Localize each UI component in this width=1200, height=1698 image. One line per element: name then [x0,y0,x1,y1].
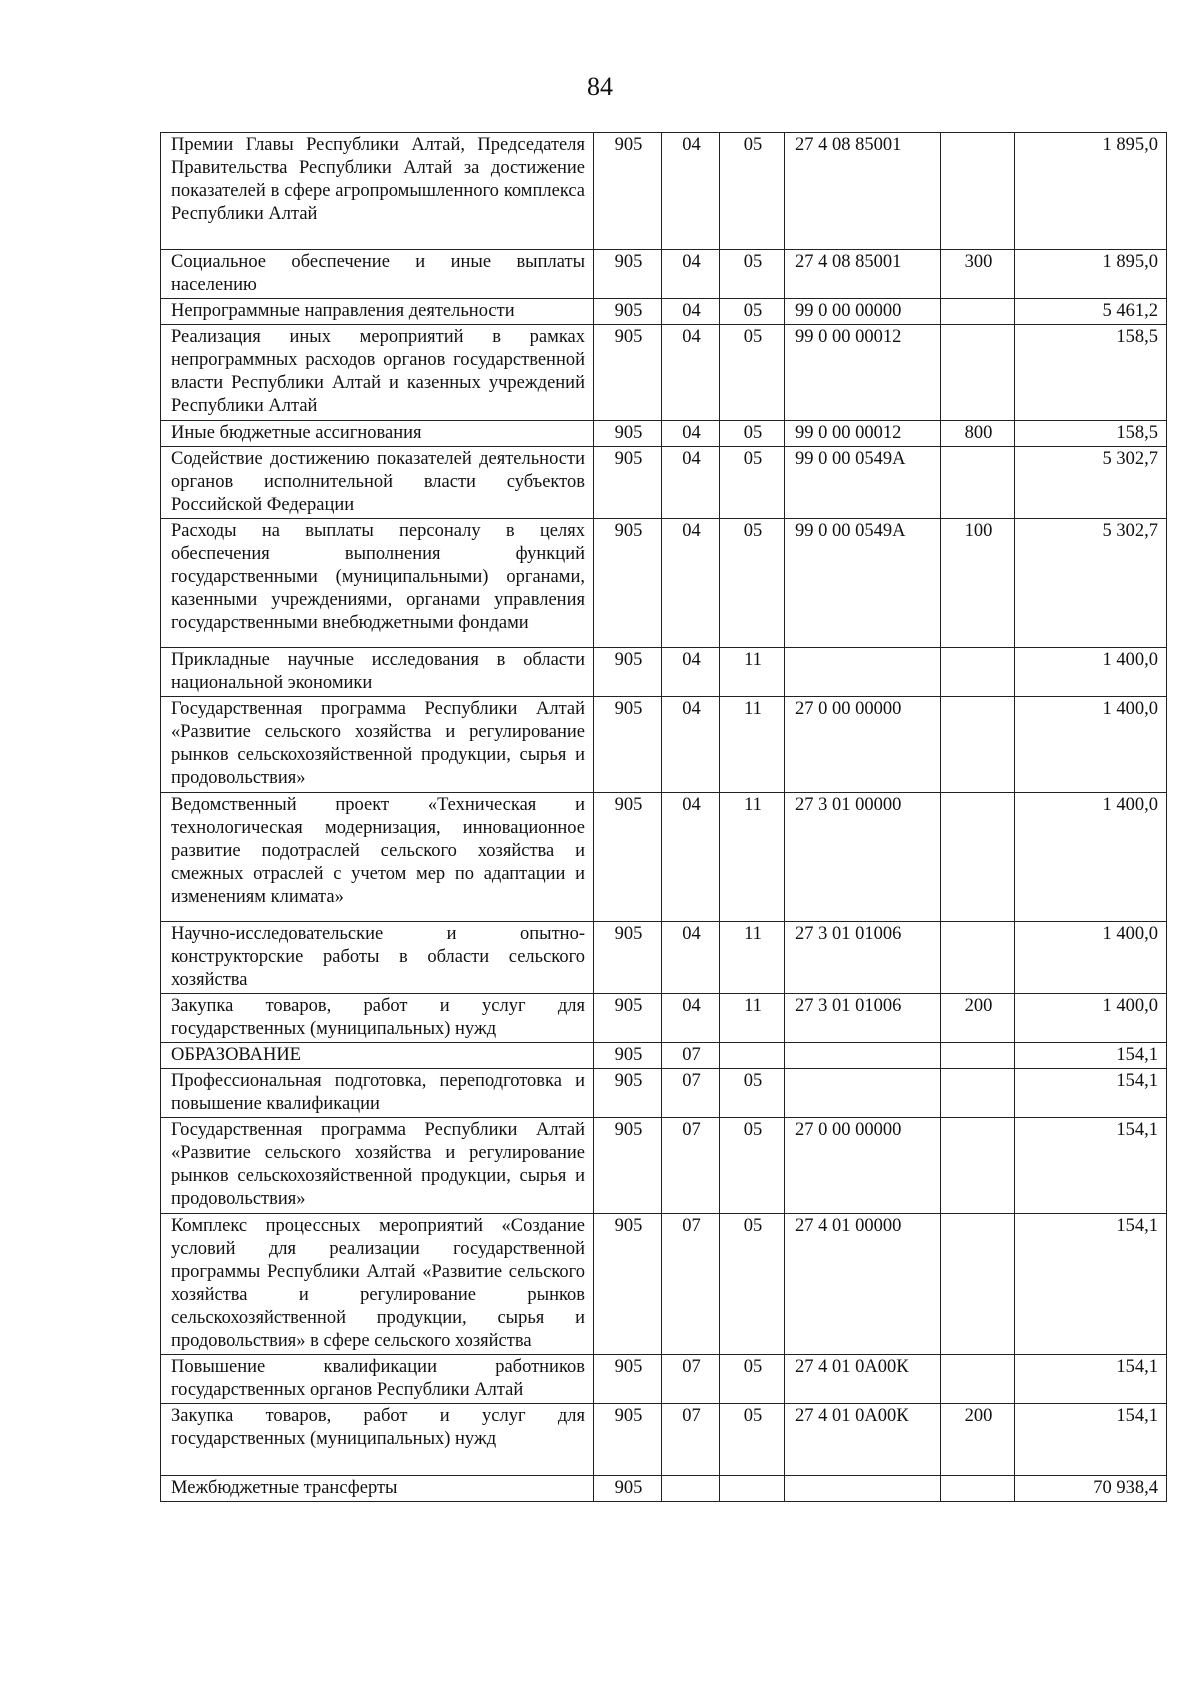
expense-type-cell [941,299,1015,325]
expense-type-cell [941,325,1015,421]
section-code-cell: 04 [662,697,720,793]
page-number: 84 [587,72,613,101]
amount-cell: 154,1 [1015,1404,1167,1476]
expense-type-cell [941,648,1015,697]
subsection-code-cell: 05 [720,1214,785,1355]
section-code-cell: 04 [662,325,720,421]
expense-name-cell: Научно-исследовательские и опытно-конструкторские работы в области сельского хозяйства [161,922,594,994]
section-code-cell: 07 [662,1404,720,1476]
expense-name-cell: Премии Главы Республики Алтай, Председателя Правительства Республики Алтай за достижение показателей в сфере агропромышленного комплекса Республики Алтай [161,133,594,250]
table-row [161,648,1167,697]
amount-cell: 5 302,7 [1015,447,1167,519]
grbs-code-cell: 905 [594,519,662,648]
grbs-code-cell: 905 [594,1069,662,1118]
subsection-code-cell: 05 [720,421,785,447]
section-code-cell: 04 [662,793,720,922]
target-article-cell: 27 3 01 00000 [785,793,941,922]
target-article-cell: 27 3 01 01006 [785,994,941,1043]
section-code-cell: 07 [662,1069,720,1118]
target-article-cell: 27 0 00 00000 [785,1118,941,1214]
expense-type-cell: 200 [941,994,1015,1043]
expense-name-cell: Комплекс процессных мероприятий «Создание условий для реализации государственной программы Республики Алтай «Развитие сельского хозяйства и регулирование рынков сельскохозяйственной продукции, сырья и продовольствия» в сфере сельского хозяйства [161,1214,594,1355]
subsection-code-cell [720,1476,785,1502]
subsection-code-cell: 11 [720,922,785,994]
amount-cell: 5 461,2 [1015,299,1167,325]
table-row [161,250,1167,299]
table-row [161,1355,1167,1404]
amount-cell: 154,1 [1015,1043,1167,1069]
subsection-code-cell: 05 [720,447,785,519]
grbs-code-cell: 905 [594,1118,662,1214]
amount-cell: 1 895,0 [1015,250,1167,299]
expense-name-cell: Реализация иных мероприятий в рамках непрограммных расходов органов государственной власти Республики Алтай и казенных учреждений Республики Алтай [161,325,594,421]
grbs-code-cell: 905 [594,1404,662,1476]
section-code-cell: 07 [662,1214,720,1355]
grbs-code-cell: 905 [594,697,662,793]
grbs-code-cell: 905 [594,250,662,299]
subsection-code-cell: 11 [720,994,785,1043]
target-article-cell: 99 0 00 00000 [785,299,941,325]
table-body [161,133,1167,1502]
expense-type-cell [941,1214,1015,1355]
amount-cell: 154,1 [1015,1214,1167,1355]
amount-cell: 1 400,0 [1015,994,1167,1043]
expense-type-cell [941,922,1015,994]
expense-name-cell: Повышение квалификации работников государственных органов Республики Алтай [161,1355,594,1404]
subsection-code-cell [720,1043,785,1069]
grbs-code-cell: 905 [594,1476,662,1502]
table-row [161,697,1167,793]
expense-name-cell: Межбюджетные трансферты [161,1476,594,1502]
section-code-cell [662,1476,720,1502]
table-row [161,994,1167,1043]
expense-type-cell [941,1355,1015,1404]
table-row [161,922,1167,994]
subsection-code-cell: 05 [720,325,785,421]
subsection-code-cell: 05 [720,1355,785,1404]
subsection-code-cell: 05 [720,299,785,325]
table-row [161,447,1167,519]
budget-table [160,132,1167,1502]
table-row [161,1043,1167,1069]
expense-type-cell [941,133,1015,250]
target-article-cell: 27 4 08 85001 [785,133,941,250]
amount-cell: 1 400,0 [1015,648,1167,697]
expense-type-cell [941,697,1015,793]
expense-name-cell: Государственная программа Республики Алтай «Развитие сельского хозяйства и регулирование рынков сельскохозяйственной продукции, сырья и продовольствия» [161,1118,594,1214]
subsection-code-cell: 05 [720,1404,785,1476]
expense-name-cell: Социальное обеспечение и иные выплаты населению [161,250,594,299]
grbs-code-cell: 905 [594,994,662,1043]
subsection-code-cell: 05 [720,519,785,648]
amount-cell: 154,1 [1015,1118,1167,1214]
section-code-cell: 04 [662,133,720,250]
table-row [161,1118,1167,1214]
section-code-cell: 04 [662,447,720,519]
amount-cell: 1 400,0 [1015,922,1167,994]
table-row [161,793,1167,922]
grbs-code-cell: 905 [594,1043,662,1069]
amount-cell: 5 302,7 [1015,519,1167,648]
table-row [161,421,1167,447]
amount-cell: 154,1 [1015,1355,1167,1404]
grbs-code-cell: 905 [594,325,662,421]
target-article-cell [785,1043,941,1069]
grbs-code-cell: 905 [594,922,662,994]
expense-name-cell: Иные бюджетные ассигнования [161,421,594,447]
expense-type-cell [941,1476,1015,1502]
expense-name-cell: Расходы на выплаты персоналу в целях обеспечения выполнения функций государственными (муниципальными) органами, казенными учреждениями, органами управления государственными внебюджетными фондами [161,519,594,648]
table-row [161,519,1167,648]
target-article-cell: 99 0 00 0549А [785,447,941,519]
section-code-cell: 04 [662,994,720,1043]
subsection-code-cell: 11 [720,697,785,793]
section-code-cell: 07 [662,1118,720,1214]
amount-cell: 158,5 [1015,421,1167,447]
target-article-cell: 27 3 01 01006 [785,922,941,994]
target-article-cell: 99 0 00 00012 [785,325,941,421]
expense-name-cell: ОБРАЗОВАНИЕ [161,1043,594,1069]
amount-cell: 1 895,0 [1015,133,1167,250]
section-code-cell: 04 [662,519,720,648]
table-row [161,1476,1167,1502]
expense-type-cell: 100 [941,519,1015,648]
section-code-cell: 04 [662,250,720,299]
expense-type-cell: 800 [941,421,1015,447]
target-article-cell [785,1476,941,1502]
target-article-cell: 27 4 01 00000 [785,1214,941,1355]
section-code-cell: 07 [662,1043,720,1069]
grbs-code-cell: 905 [594,1214,662,1355]
expense-name-cell: Государственная программа Республики Алтай «Развитие сельского хозяйства и регулирование рынков сельскохозяйственной продукции, сырья и продовольствия» [161,697,594,793]
expense-name-cell: Профессиональная подготовка, переподготовка и повышение квалификации [161,1069,594,1118]
expense-name-cell: Непрограммные направления деятельности [161,299,594,325]
subsection-code-cell: 11 [720,793,785,922]
target-article-cell: 99 0 00 00012 [785,421,941,447]
expense-name-cell: Содействие достижению показателей деятельности органов исполнительной власти субъектов Российской Федерации [161,447,594,519]
table-row [161,1069,1167,1118]
target-article-cell: 27 0 00 00000 [785,697,941,793]
grbs-code-cell: 905 [594,421,662,447]
target-article-cell [785,648,941,697]
expense-type-cell: 300 [941,250,1015,299]
amount-cell: 70 938,4 [1015,1476,1167,1502]
grbs-code-cell: 905 [594,133,662,250]
subsection-code-cell: 05 [720,250,785,299]
target-article-cell: 27 4 01 0А00К [785,1404,941,1476]
section-code-cell: 04 [662,922,720,994]
amount-cell: 158,5 [1015,325,1167,421]
amount-cell: 1 400,0 [1015,697,1167,793]
amount-cell: 154,1 [1015,1069,1167,1118]
subsection-code-cell: 05 [720,1118,785,1214]
expense-type-cell [941,1069,1015,1118]
grbs-code-cell: 905 [594,1355,662,1404]
target-article-cell: 27 4 08 85001 [785,250,941,299]
target-article-cell: 27 4 01 0А00К [785,1355,941,1404]
expense-name-cell: Закупка товаров, работ и услуг для государственных (муниципальных) нужд [161,1404,594,1476]
expense-type-cell [941,447,1015,519]
grbs-code-cell: 905 [594,648,662,697]
table-row [161,325,1167,421]
target-article-cell [785,1069,941,1118]
amount-cell: 1 400,0 [1015,793,1167,922]
section-code-cell: 04 [662,299,720,325]
section-code-cell: 07 [662,1355,720,1404]
target-article-cell: 99 0 00 0549А [785,519,941,648]
table-row [161,133,1167,250]
expense-type-cell [941,793,1015,922]
subsection-code-cell: 11 [720,648,785,697]
expense-type-cell [941,1118,1015,1214]
table-row [161,1214,1167,1355]
expense-name-cell: Ведомственный проект «Техническая и технологическая модернизация, инновационное развитие подотраслей сельского хозяйства и смежных отраслей с учетом мер по адаптации и изменениям климата» [161,793,594,922]
section-code-cell: 04 [662,648,720,697]
table-row [161,299,1167,325]
expense-name-cell: Прикладные научные исследования в области национальной экономики [161,648,594,697]
grbs-code-cell: 905 [594,447,662,519]
expense-type-cell: 200 [941,1404,1015,1476]
subsection-code-cell: 05 [720,1069,785,1118]
table-row [161,1404,1167,1476]
expense-name-cell: Закупка товаров, работ и услуг для государственных (муниципальных) нужд [161,994,594,1043]
grbs-code-cell: 905 [594,793,662,922]
expense-type-cell [941,1043,1015,1069]
grbs-code-cell: 905 [594,299,662,325]
subsection-code-cell: 05 [720,133,785,250]
section-code-cell: 04 [662,421,720,447]
